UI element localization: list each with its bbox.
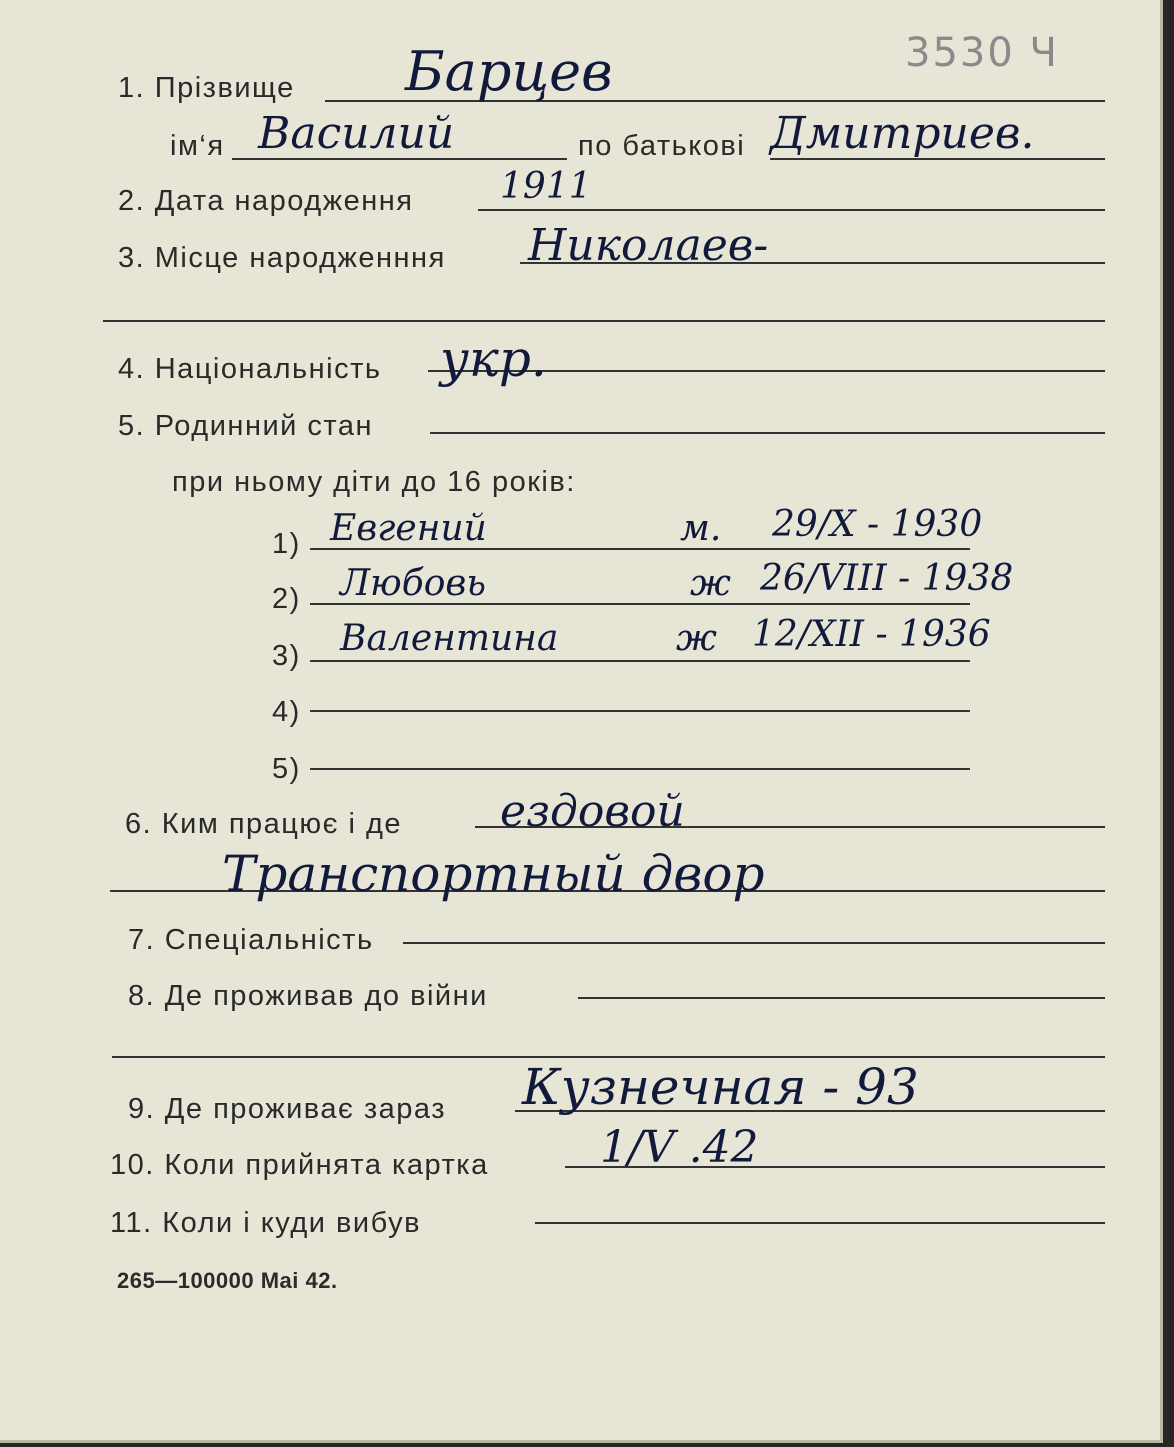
work-label: 6. Ким працює і де	[125, 808, 403, 840]
birth-date-line	[478, 209, 1105, 211]
accepted-label: 10. Коли прийнята картка	[110, 1149, 489, 1181]
prewar-label: 8. Де проживав до війни	[128, 980, 488, 1012]
specialty-label: 7. Спеціальність	[128, 924, 374, 956]
departed-label: 11. Коли і куди вибув	[110, 1207, 421, 1239]
child-3-line	[310, 660, 970, 662]
name-value: Василий	[258, 108, 455, 159]
child-4-line	[310, 710, 970, 712]
departed-line	[535, 1222, 1105, 1224]
patronymic-label: по батькові	[578, 130, 746, 162]
printer-imprint: 265—100000 Mai 42.	[117, 1268, 338, 1293]
children-label: при ньому діти до 16 років:	[172, 466, 576, 498]
child-4-number: 4)	[272, 696, 301, 728]
name-label: ім‘я	[170, 130, 225, 162]
birth-place-line-2	[103, 320, 1105, 322]
birth-date-value: 1911	[500, 166, 592, 207]
child-3-date: 12/XII - 1936	[752, 614, 991, 655]
nationality-label: 4. Національність	[118, 353, 382, 385]
accepted-value: 1/V .42	[600, 1122, 759, 1173]
birth-place-value: Николаев-	[528, 220, 769, 271]
child-1-number: 1)	[272, 528, 301, 560]
birth-date-label: 2. Дата народження	[118, 185, 414, 217]
child-1-date: 29/X - 1930	[772, 504, 983, 545]
specialty-line	[403, 942, 1105, 944]
child-1-name: Евгений	[330, 508, 487, 549]
child-1-sex: м.	[680, 508, 722, 549]
child-5-number: 5)	[272, 753, 301, 785]
marital-label: 5. Родинний стан	[118, 410, 374, 442]
current-address-value: Кузнечная - 93	[522, 1058, 919, 1116]
patronymic-value: Дмитриев.	[770, 108, 1035, 159]
nationality-value: укр.	[440, 330, 547, 388]
child-3-sex: ж	[676, 618, 717, 659]
child-2-number: 2)	[272, 583, 301, 615]
archive-number: 3530 Ч	[905, 30, 1059, 76]
prewar-line	[578, 997, 1105, 999]
child-5-line	[310, 768, 970, 770]
child-2-sex: ж	[690, 563, 731, 604]
surname-value: Барцев	[405, 40, 613, 103]
birth-place-label: 3. Місце народженння	[118, 242, 446, 274]
child-3-name: Валентина	[340, 618, 559, 659]
work-value-2: Транспортный двор	[222, 845, 765, 903]
surname-label: 1. Прізвище	[118, 72, 295, 104]
current-address-label: 9. Де проживає зараз	[128, 1093, 447, 1125]
work-value-1: ездовой	[500, 786, 685, 837]
marital-line	[430, 432, 1105, 434]
child-2-date: 26/VIII - 1938	[760, 558, 1014, 599]
child-2-name: Любовь	[340, 563, 486, 604]
child-3-number: 3)	[272, 640, 301, 672]
